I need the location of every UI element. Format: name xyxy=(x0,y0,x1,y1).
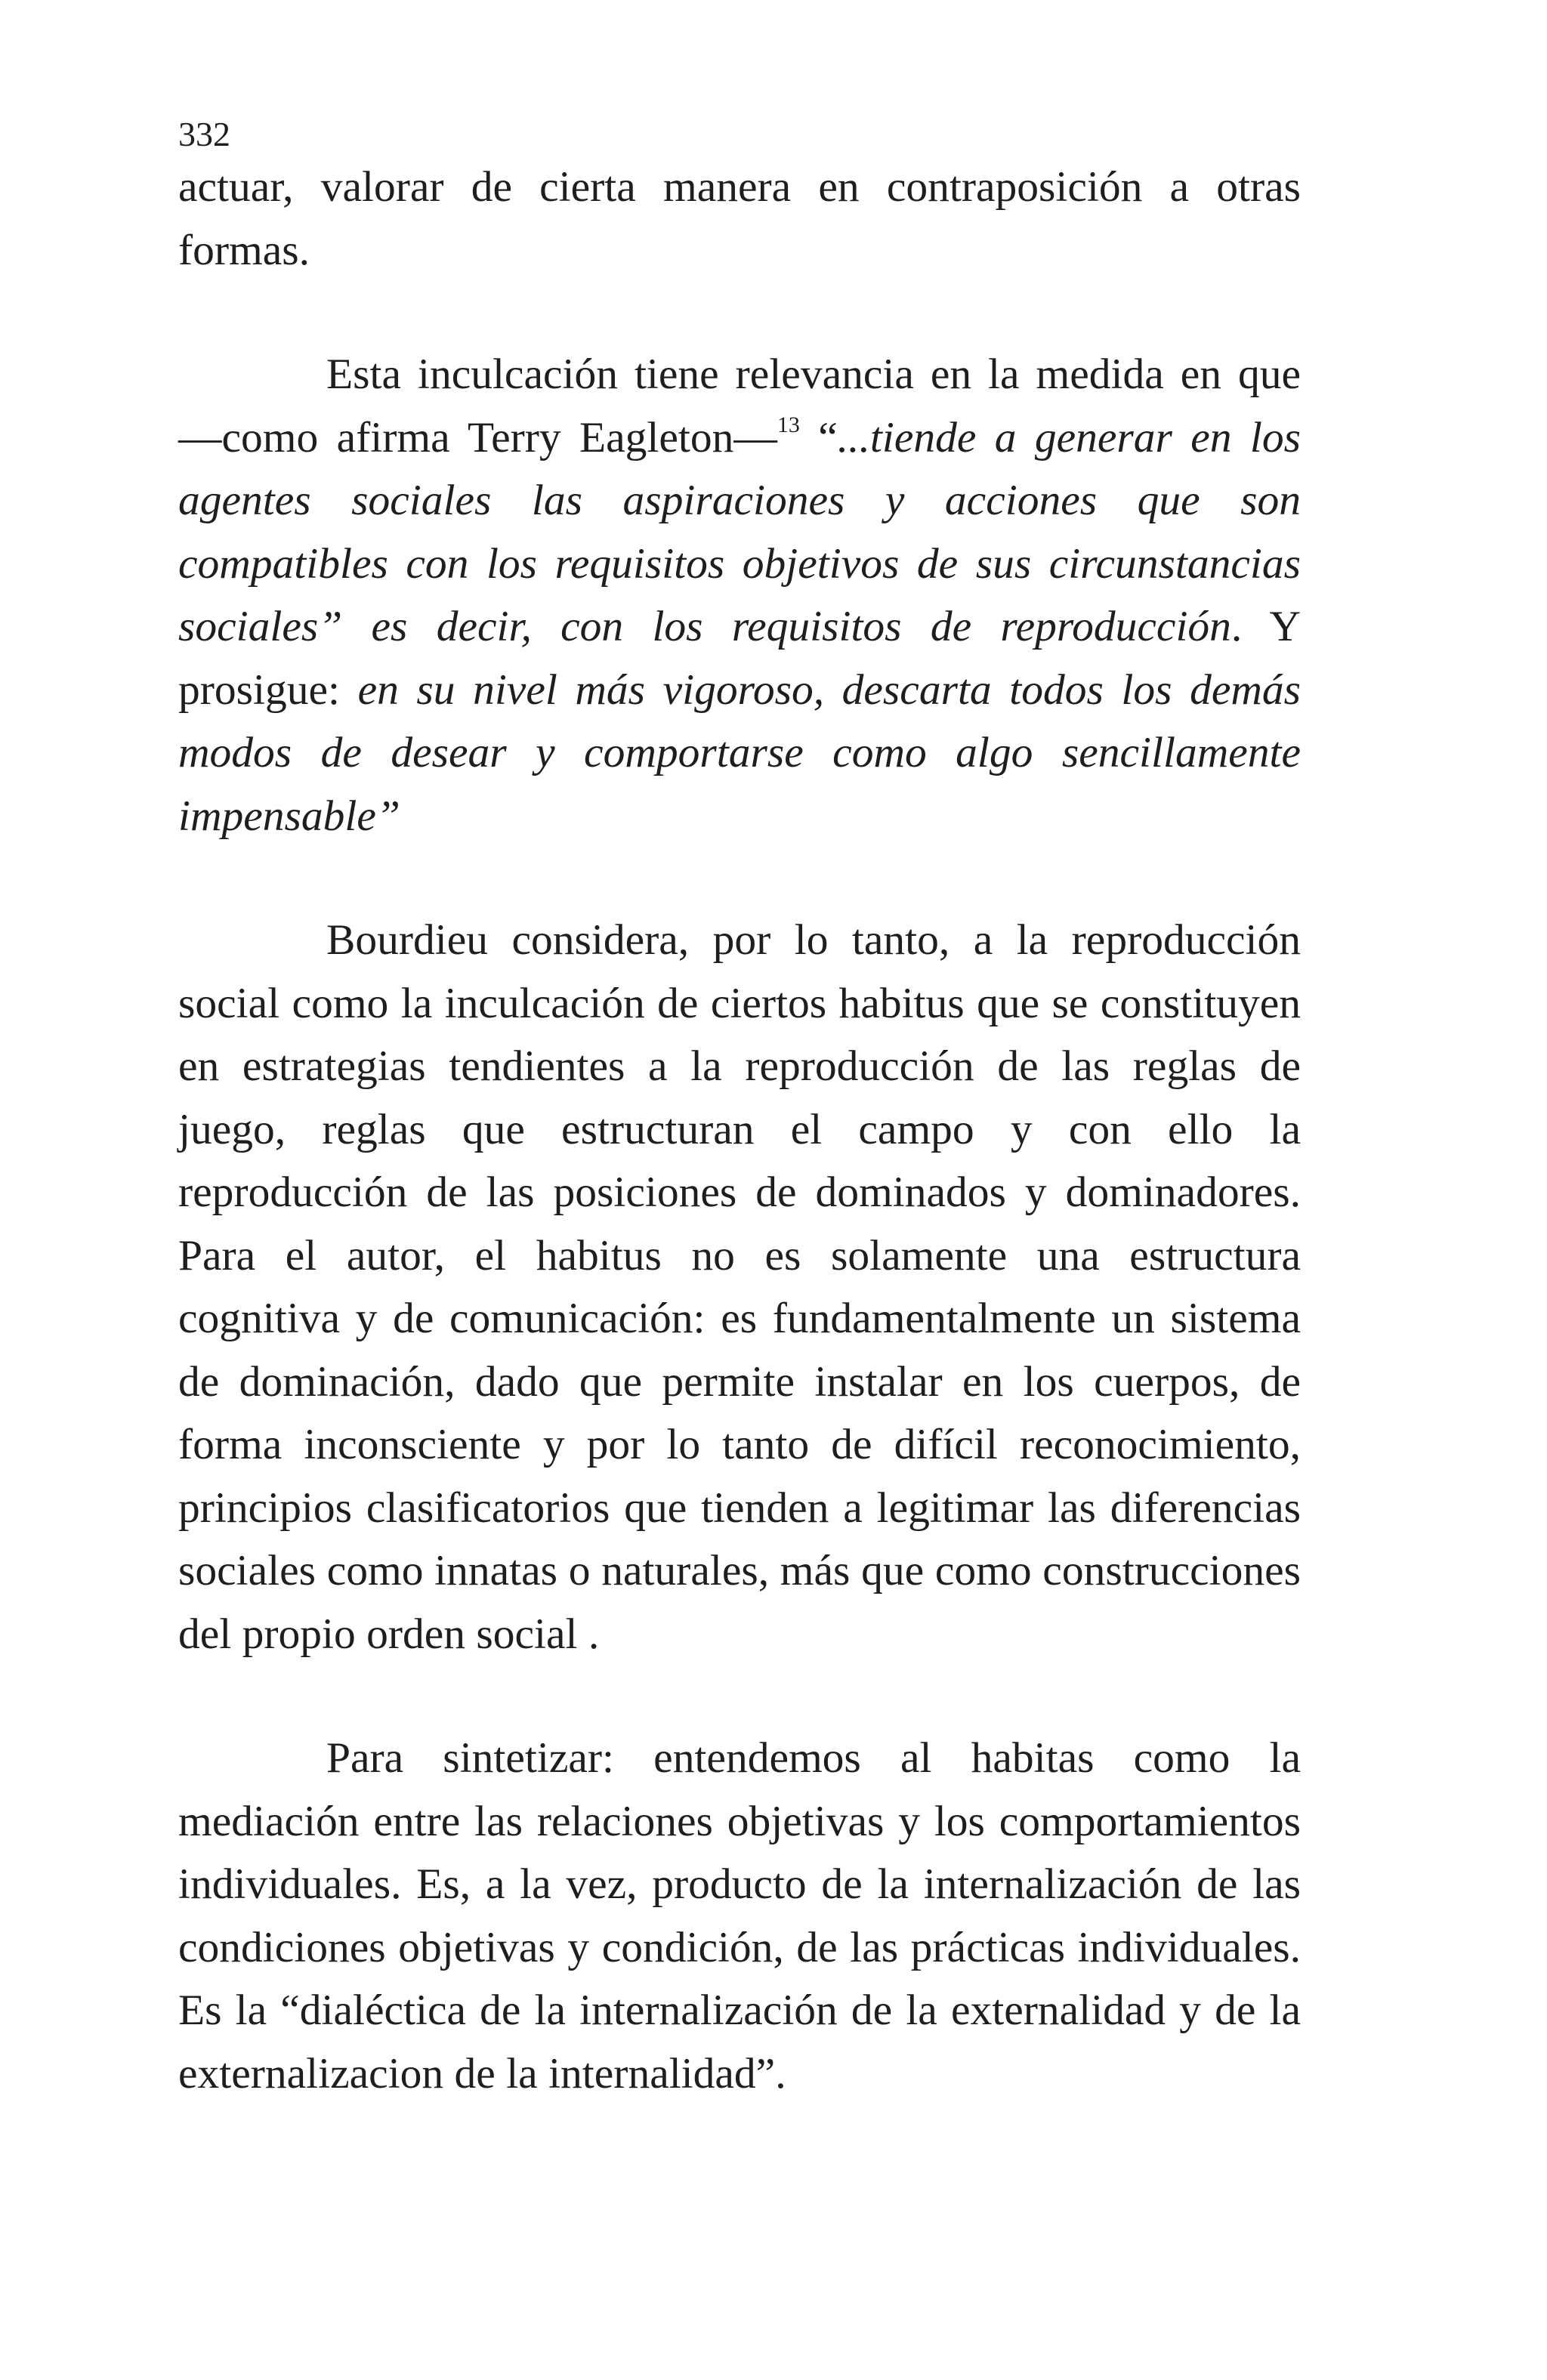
italic-quote: en su nivel más vigoroso, descarta todos los demás modos de desear y comportarse como algo sencillamente impensable” xyxy=(178,665,1301,840)
footnote-reference[interactable]: 13 xyxy=(777,412,800,437)
paragraph-text: . Y prosigue: xyxy=(178,603,1301,714)
paragraph-continuation: actuar, valorar de cierta manera en contraposición a otras formas. xyxy=(178,163,1301,274)
paragraph-synthesis: Para sintetizar: entendemos al habitas como la mediación entre las relaciones objetivas y los comportamientos individuales. Es, a la vez, producto de la internalización de las condiciones objetivas y condición, de las prácticas individuales. Es la “dialéctica de la internalización de la externalidad y de la externalizacion de la internalidad”. xyxy=(178,1734,1301,2098)
paragraph-text: “ xyxy=(799,413,838,461)
paragraph-eagleton-quote xyxy=(178,343,1301,847)
page-number: 332 xyxy=(178,115,230,153)
paragraph-bourdieu: Bourdieu considera, por lo tanto, a la reproducción social como la inculcación de ciertos habitus que se constituyen en estrategias tendientes a la reproducción de las reglas de juego, reglas que estructuran el campo y con ello la reproducción de las posiciones de dominados y dominadores. Para el autor, el habitus no es solamente una estructura cognitiva y de comunicación: es fundamentalmente un sistema de dominación, dado que permite instalar en los cuerpos, de forma inconsciente y por lo tanto de difícil reconocimiento, principios clasificatorios que tienden a legitimar las diferencias sociales como innatas o naturales, más que como construcciones del propio orden social . xyxy=(178,916,1301,1658)
page-content xyxy=(178,113,1301,2105)
paragraph-text: Esta inculcación tiene relevancia en la medida en que —como afirma Terry Eagleton— xyxy=(178,350,1301,461)
italic-quote: ...tiende a generar en los agentes sociales las aspiraciones y acciones que son compatibles con los requisitos objetivos de sus circunstancias sociales” es decir, con los requisitos de reproducción xyxy=(178,413,1301,650)
